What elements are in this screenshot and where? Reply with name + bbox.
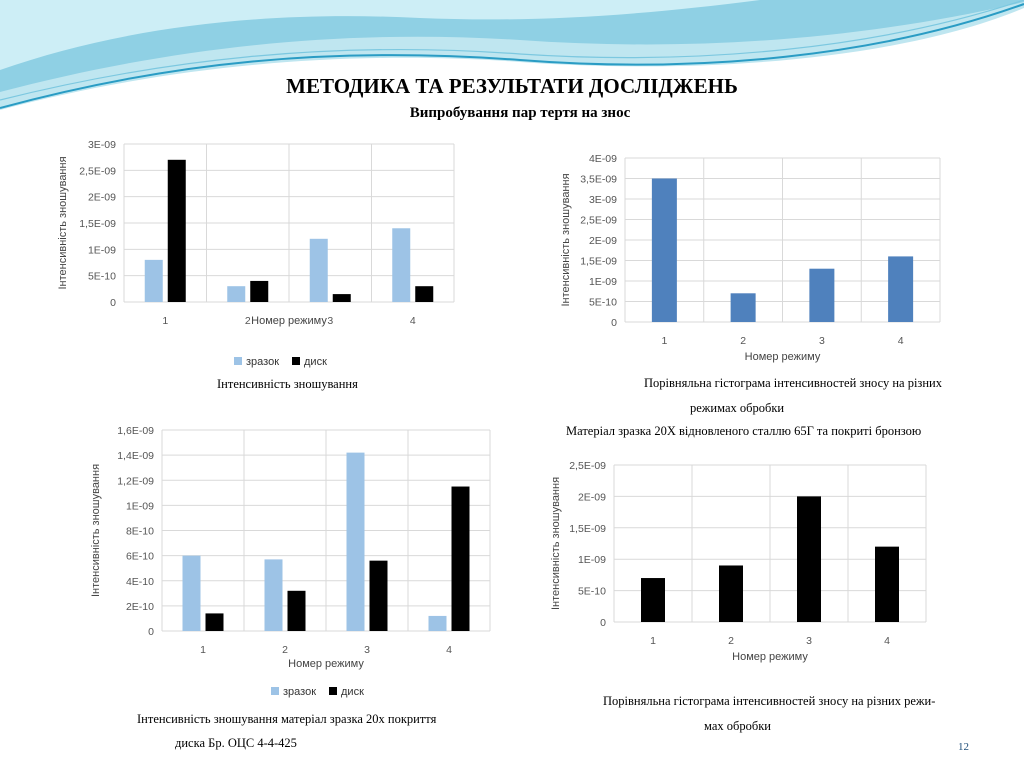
bar — [310, 239, 328, 302]
y-tick-label: 1,5E-09 — [569, 522, 606, 535]
bar — [206, 613, 224, 631]
bar — [183, 556, 201, 631]
y-axis-label: Інтенсивність зношування — [57, 156, 69, 290]
x-tick-label: 4 — [884, 635, 890, 647]
chart-panel-3 — [52, 416, 500, 756]
y-tick-label: 5E-10 — [87, 270, 116, 283]
y-tick-label: 3E-09 — [87, 139, 116, 151]
y-tick-label: 1,5E-09 — [580, 255, 617, 268]
legend-swatch — [234, 357, 242, 365]
x-tick-label: 2 — [244, 315, 251, 327]
chart-4 — [547, 452, 972, 680]
bar — [145, 260, 163, 302]
bar — [731, 293, 756, 322]
page-number: 12 — [958, 741, 969, 753]
y-tick-label: 3E-09 — [588, 194, 617, 206]
legend-label: зразок — [283, 686, 317, 698]
chart-3 — [52, 416, 500, 756]
bar — [652, 179, 677, 323]
chart-panel-4 — [547, 452, 972, 680]
legend-swatch — [329, 687, 337, 695]
chart-2 — [543, 146, 975, 368]
bar — [250, 281, 268, 302]
chart-2-caption-line3: Матеріал зразка 20Х відновленого сталлю 65Г та покриті бронзою — [566, 424, 922, 438]
page-title: МЕТОДИКА ТА РЕЗУЛЬТАТИ ДОСЛІДЖЕНЬ — [286, 74, 738, 98]
chart-panel-2 — [543, 146, 975, 368]
x-axis-label: Номер режиму — [288, 658, 364, 670]
chart-2-caption-line1: Порівняльна гістограма інтенсивностей зносу на різних — [644, 376, 942, 390]
chart-4-caption-line1: Порівняльна гістограма інтенсивностей зносу на різних режи- — [603, 694, 936, 708]
x-tick-label: 2 — [282, 644, 288, 656]
x-tick-label: 1 — [650, 635, 656, 647]
bar — [719, 565, 743, 622]
y-tick-label: 2,5E-09 — [569, 460, 606, 472]
chart-2-caption-line2: режимах обробки — [690, 401, 785, 415]
bar — [392, 228, 410, 302]
x-axis-label: Номер режиму — [732, 651, 808, 663]
bar — [888, 256, 913, 322]
legend-swatch — [271, 687, 279, 695]
y-tick-label: 2E-10 — [125, 600, 154, 613]
bar — [227, 286, 245, 302]
chart-panel-1 — [52, 132, 500, 414]
chart-1-caption: Інтенсивність зношування — [217, 377, 358, 391]
y-tick-label: 2E-09 — [588, 235, 617, 247]
bar — [168, 160, 186, 302]
x-tick-label: 3 — [364, 644, 370, 656]
chart-3-caption-line2: диска Бр. ОЦС 4-4-425 — [175, 736, 297, 750]
chart-3-caption-line1: Інтенсивність зношування матеріал зразка 20х покриття — [137, 712, 437, 726]
bar — [288, 591, 306, 631]
y-tick-label: 6E-10 — [125, 550, 154, 563]
y-tick-label: 0 — [148, 626, 154, 638]
y-tick-label: 2E-09 — [87, 191, 116, 204]
y-tick-label: 0 — [600, 617, 606, 629]
legend-label: диск — [341, 686, 364, 698]
bar — [452, 487, 470, 631]
y-tick-label: 0 — [611, 317, 617, 329]
y-tick-label: 2,5E-09 — [79, 165, 116, 178]
y-tick-label: 1E-09 — [125, 500, 154, 513]
x-axis-label: Номер режиму — [744, 351, 821, 363]
bar — [875, 547, 899, 622]
bar — [347, 453, 365, 631]
x-tick-label: 3 — [327, 315, 334, 327]
x-tick-label: 1 — [200, 644, 206, 656]
x-tick-label: 4 — [409, 315, 416, 327]
y-tick-label: 2,5E-09 — [580, 214, 617, 227]
bar — [641, 578, 665, 622]
y-tick-label: 1E-09 — [588, 276, 617, 288]
bar — [265, 559, 283, 631]
x-tick-label: 2 — [740, 335, 747, 347]
y-axis-label: Інтенсивність зношування — [560, 173, 572, 307]
y-tick-label: 1,2E-09 — [117, 475, 154, 488]
y-tick-label: 1,4E-09 — [117, 450, 154, 463]
y-tick-label: 1,5E-09 — [79, 218, 116, 230]
x-tick-label: 4 — [897, 335, 904, 347]
x-tick-label: 3 — [818, 335, 825, 347]
y-tick-label: 5E-10 — [588, 296, 617, 309]
legend-label: диск — [304, 356, 327, 368]
y-tick-label: 2E-09 — [577, 491, 606, 504]
x-tick-label: 2 — [728, 635, 734, 647]
y-tick-label: 1E-09 — [87, 244, 116, 257]
y-tick-label: 1E-09 — [577, 554, 606, 567]
x-tick-label: 1 — [162, 315, 169, 327]
legend-swatch — [292, 357, 300, 365]
bar — [429, 616, 447, 631]
y-tick-label: 0 — [110, 297, 116, 309]
bar — [415, 286, 433, 302]
bar — [370, 561, 388, 631]
chart-1 — [52, 132, 500, 414]
bar — [809, 269, 834, 322]
x-tick-label: 1 — [661, 335, 668, 347]
y-tick-label: 4E-09 — [588, 153, 617, 165]
y-axis-label: Інтенсивність зношування — [90, 463, 102, 598]
y-tick-label: 5E-10 — [577, 585, 606, 598]
y-axis-label: Інтенсивність зношування — [550, 476, 562, 611]
y-tick-label: 8E-10 — [125, 525, 154, 538]
y-tick-label: 3,5E-09 — [580, 173, 617, 186]
chart-4-caption-line2: мах обробки — [704, 719, 771, 733]
y-tick-label: 1,6E-09 — [117, 425, 154, 437]
header-wave-decoration — [0, 0, 1024, 120]
x-tick-label: 4 — [446, 644, 452, 656]
legend-label: зразок — [246, 356, 280, 368]
x-tick-label: 3 — [806, 635, 812, 647]
x-axis-label: Номер режиму — [251, 315, 327, 327]
y-tick-label: 4E-10 — [125, 575, 154, 588]
bar — [333, 294, 351, 302]
page-subtitle: Випробування пар тертя на знос — [409, 105, 631, 121]
bar — [797, 496, 821, 622]
